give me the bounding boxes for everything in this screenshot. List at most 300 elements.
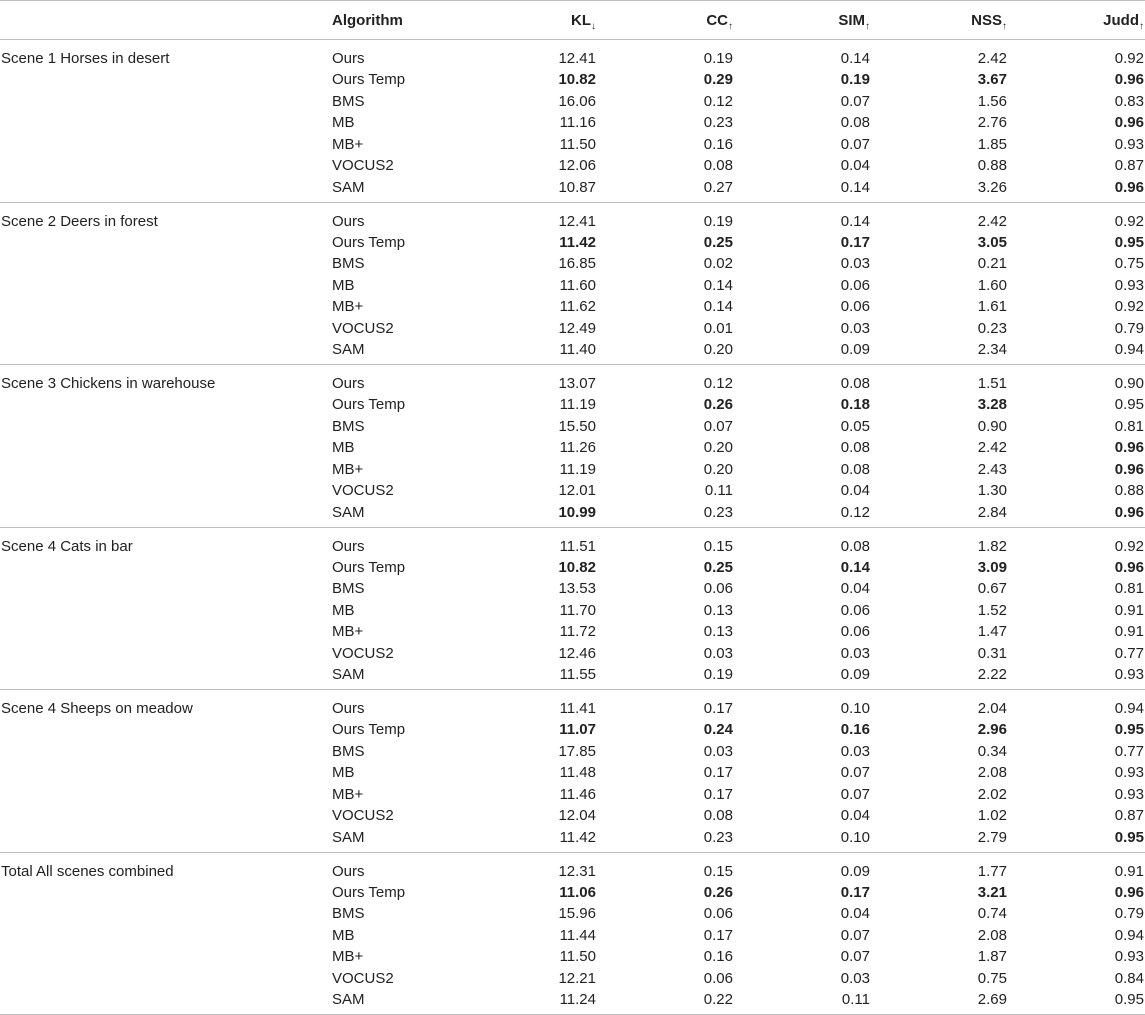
judd-cell [1008, 664, 1145, 690]
sim-value: 0.14 [840, 212, 870, 230]
table-row [0, 827, 1145, 853]
cc-value: 0.15 [703, 537, 733, 555]
kl-value: 12.06 [558, 157, 596, 174]
table-row [0, 232, 1145, 254]
kl-value: 11.19 [559, 396, 596, 413]
header-algorithm: Algorithm [330, 1, 460, 40]
sim-cell [734, 437, 871, 459]
cc-value: 0.15 [703, 862, 733, 880]
nss-cell [871, 416, 1008, 438]
cc-cell [597, 232, 734, 254]
sim-cell [734, 318, 871, 340]
kl-cell [460, 339, 597, 365]
cc-value: 0.06 [703, 905, 733, 922]
nss-value: 1.47 [977, 623, 1007, 640]
algorithm-cell: BMS [332, 905, 365, 922]
sim-value: 0.08 [840, 537, 870, 555]
judd-value: 0.91 [1114, 623, 1144, 640]
kl-cell [460, 69, 597, 91]
judd-value: 0.95 [1114, 396, 1144, 413]
sim-value: 0.17 [840, 233, 870, 251]
judd-cell [1008, 112, 1145, 134]
sim-value: 0.09 [840, 862, 870, 880]
nss-cell [871, 459, 1008, 481]
scene-label [0, 253, 330, 275]
algorithm-cell: VOCUS2 [332, 319, 394, 337]
cc-value: 0.19 [703, 212, 733, 230]
kl-value: 11.62 [559, 298, 596, 315]
scene-label: Scene 1 Horses in desert [1, 50, 170, 67]
cc-value: 0.07 [703, 417, 733, 435]
algorithm-cell: BMS [332, 92, 365, 110]
sim-cell [734, 690, 871, 720]
nss-value: 2.42 [977, 212, 1007, 230]
algorithm-cell: Ours [332, 212, 365, 230]
cc-value: 0.23 [703, 114, 733, 131]
kl-value: 16.85 [558, 255, 596, 272]
kl-cell [460, 784, 597, 806]
algorithm-cell: MB [332, 439, 355, 456]
scene-label [0, 91, 330, 113]
algorithm-cell: Ours Temp [332, 233, 406, 251]
cc-cell [597, 155, 734, 177]
nss-value: 2.69 [977, 991, 1007, 1008]
kl-value: 11.06 [559, 883, 596, 901]
kl-value: 11.50 [559, 948, 596, 965]
cc-value: 0.19 [703, 50, 733, 67]
sim-value: 0.14 [840, 558, 870, 576]
judd-value: 0.91 [1114, 601, 1144, 619]
nss-cell [871, 925, 1008, 947]
sim-cell [734, 664, 871, 690]
cc-cell [597, 946, 734, 968]
kl-cell [460, 177, 597, 203]
scene-label [0, 719, 330, 741]
judd-value: 0.93 [1114, 135, 1144, 153]
nss-value: 2.42 [977, 439, 1007, 456]
sim-cell [734, 502, 871, 528]
kl-value: 12.31 [558, 862, 596, 880]
kl-cell [460, 557, 597, 579]
judd-value: 0.81 [1114, 417, 1144, 435]
scene-label [0, 134, 330, 156]
judd-value: 0.96 [1114, 558, 1144, 576]
judd-cell [1008, 882, 1145, 904]
cc-value: 0.17 [703, 785, 733, 803]
algorithm-cell: VOCUS2 [332, 644, 394, 662]
table-row [0, 69, 1145, 91]
judd-cell [1008, 69, 1145, 91]
sim-cell [734, 40, 871, 70]
sim-value: 0.03 [840, 644, 870, 662]
kl-value: 17.85 [558, 742, 596, 760]
table-row [0, 365, 1145, 395]
nss-cell [871, 112, 1008, 134]
judd-cell [1008, 643, 1145, 665]
table-row [0, 741, 1145, 763]
scene-label: Scene 4 Sheeps on meadow [1, 700, 193, 717]
sim-cell [734, 805, 871, 827]
algorithm-cell: MB+ [332, 948, 364, 965]
kl-value: 10.99 [558, 503, 596, 521]
algorithm-cell: BMS [332, 417, 365, 435]
cc-cell [597, 91, 734, 113]
kl-value: 11.42 [559, 233, 596, 251]
cc-value: 0.03 [703, 644, 733, 662]
judd-cell [1008, 946, 1145, 968]
judd-cell [1008, 318, 1145, 340]
table-row [0, 946, 1145, 968]
kl-value: 11.70 [559, 601, 596, 619]
kl-cell [460, 502, 597, 528]
kl-cell [460, 416, 597, 438]
table-row [0, 527, 1145, 557]
judd-value: 0.93 [1114, 764, 1144, 781]
algorithm-cell: VOCUS2 [332, 969, 394, 987]
judd-value: 0.75 [1114, 255, 1144, 272]
nss-value: 2.42 [977, 50, 1007, 67]
judd-cell [1008, 155, 1145, 177]
sim-cell [734, 882, 871, 904]
sim-value: 0.16 [840, 721, 870, 738]
table-row [0, 578, 1145, 600]
header-row [0, 1, 1145, 40]
cc-cell [597, 480, 734, 502]
algorithm-cell: VOCUS2 [332, 482, 394, 499]
scene-label [0, 339, 330, 365]
algorithm-cell: MB [332, 764, 355, 781]
cc-value: 0.25 [703, 558, 733, 576]
kl-cell [460, 852, 597, 882]
header-kl-label: KL [571, 11, 591, 29]
sim-cell [734, 112, 871, 134]
judd-value: 0.88 [1114, 482, 1144, 499]
cc-cell [597, 202, 734, 232]
kl-value: 11.42 [559, 828, 596, 846]
cc-cell [597, 719, 734, 741]
judd-cell [1008, 91, 1145, 113]
sim-cell [734, 946, 871, 968]
judd-cell [1008, 600, 1145, 622]
kl-cell [460, 40, 597, 70]
sim-value: 0.06 [840, 623, 870, 640]
kl-value: 12.46 [558, 644, 596, 662]
cc-value: 0.19 [703, 666, 733, 683]
sim-cell [734, 527, 871, 557]
header-cc-arrow: ↑ [728, 20, 733, 32]
nss-cell [871, 643, 1008, 665]
sim-cell [734, 232, 871, 254]
algorithm-cell: Ours [332, 50, 365, 67]
judd-cell [1008, 741, 1145, 763]
kl-cell [460, 202, 597, 232]
nss-value: 2.08 [977, 926, 1007, 944]
scene-label [0, 480, 330, 502]
cc-value: 0.11 [704, 482, 733, 499]
judd-cell [1008, 40, 1145, 70]
nss-value: 0.23 [977, 319, 1007, 337]
nss-cell [871, 946, 1008, 968]
sim-value: 0.04 [840, 807, 870, 824]
judd-value: 0.93 [1114, 785, 1144, 803]
cc-cell [597, 784, 734, 806]
cc-value: 0.26 [703, 396, 733, 413]
table-row [0, 557, 1145, 579]
sim-cell [734, 202, 871, 232]
algorithm-cell: Ours [332, 375, 365, 392]
judd-cell [1008, 394, 1145, 416]
judd-cell [1008, 762, 1145, 784]
table-row [0, 394, 1145, 416]
table-row [0, 112, 1145, 134]
sim-value: 0.04 [840, 905, 870, 922]
table-row [0, 253, 1145, 275]
sim-value: 0.06 [840, 276, 870, 294]
judd-cell [1008, 852, 1145, 882]
scene-label [0, 69, 330, 91]
cc-cell [597, 903, 734, 925]
algorithm-cell: MB+ [332, 298, 364, 315]
sim-cell [734, 177, 871, 203]
sim-cell [734, 578, 871, 600]
nss-cell [871, 882, 1008, 904]
kl-cell [460, 762, 597, 784]
header-nss-label: NSS [971, 11, 1002, 29]
cc-cell [597, 112, 734, 134]
kl-value: 11.51 [559, 537, 596, 555]
cc-cell [597, 416, 734, 438]
cc-cell [597, 741, 734, 763]
algorithm-cell: Ours Temp [332, 721, 406, 738]
nss-cell [871, 40, 1008, 70]
table-row [0, 643, 1145, 665]
header-sim-arrow: ↑ [865, 20, 870, 32]
kl-value: 11.19 [559, 460, 596, 478]
nss-value: 2.79 [977, 828, 1007, 846]
kl-cell [460, 155, 597, 177]
algorithm-cell: SAM [330, 989, 460, 1015]
header-kl [460, 1, 597, 40]
scene-label [0, 296, 330, 318]
sim-value: 0.08 [840, 439, 870, 456]
cc-cell [597, 527, 734, 557]
nss-value: 1.85 [977, 135, 1007, 153]
cc-value: 0.06 [703, 580, 733, 597]
kl-cell [460, 882, 597, 904]
algorithm-cell: MB+ [332, 623, 364, 640]
nss-value: 3.26 [977, 178, 1007, 196]
kl-cell [460, 805, 597, 827]
nss-cell [871, 202, 1008, 232]
sim-value: 0.07 [840, 785, 870, 803]
algorithm-cell: VOCUS2 [332, 807, 394, 824]
judd-cell [1008, 578, 1145, 600]
sim-value: 0.09 [840, 666, 870, 683]
judd-cell [1008, 232, 1145, 254]
cc-value: 0.16 [703, 948, 733, 965]
sim-cell [734, 339, 871, 365]
nss-cell [871, 318, 1008, 340]
judd-value: 0.96 [1114, 503, 1144, 521]
judd-value: 0.96 [1114, 883, 1144, 901]
kl-cell [460, 275, 597, 297]
kl-cell [460, 719, 597, 741]
cc-cell [597, 459, 734, 481]
nss-value: 0.67 [977, 580, 1007, 597]
sim-value: 0.07 [840, 92, 870, 110]
table-row [0, 416, 1145, 438]
cc-cell [597, 621, 734, 643]
judd-cell [1008, 719, 1145, 741]
nss-cell [871, 762, 1008, 784]
scene-label: Scene 4 Cats in bar [1, 537, 133, 555]
sim-value: 0.03 [840, 319, 870, 337]
kl-value: 12.41 [558, 50, 596, 67]
sim-value: 0.08 [840, 114, 870, 131]
scene-label [0, 177, 330, 203]
table-row [0, 296, 1145, 318]
judd-value: 0.96 [1114, 439, 1144, 456]
cc-cell [597, 827, 734, 853]
algorithm-cell: MB [332, 276, 355, 294]
nss-cell [871, 296, 1008, 318]
nss-value: 3.28 [977, 396, 1007, 413]
nss-cell [871, 365, 1008, 395]
kl-value: 11.60 [559, 276, 596, 294]
scene-label: Scene 2 Deers in forest [1, 212, 158, 230]
nss-value: 2.43 [977, 460, 1007, 478]
kl-cell [460, 232, 597, 254]
table-row [0, 690, 1145, 720]
nss-cell [871, 664, 1008, 690]
header-sim [734, 1, 871, 40]
judd-value: 0.96 [1114, 178, 1144, 196]
kl-cell [460, 664, 597, 690]
judd-value: 0.93 [1114, 666, 1144, 683]
table-row [0, 621, 1145, 643]
header-nss [871, 1, 1008, 40]
judd-value: 0.91 [1114, 862, 1144, 880]
nss-value: 0.90 [977, 417, 1007, 435]
sim-cell [734, 394, 871, 416]
nss-cell [871, 232, 1008, 254]
sim-value: 0.04 [840, 580, 870, 597]
kl-value: 11.50 [559, 135, 596, 153]
nss-cell [871, 480, 1008, 502]
judd-value: 0.92 [1114, 212, 1144, 230]
sim-cell [734, 459, 871, 481]
algorithm-cell: MB [332, 926, 355, 944]
scene-label [0, 416, 330, 438]
nss-value: 0.31 [977, 644, 1007, 662]
scene-label [0, 643, 330, 665]
nss-value: 0.88 [977, 157, 1007, 174]
scene-label [0, 502, 330, 528]
judd-cell [1008, 459, 1145, 481]
kl-cell [460, 600, 597, 622]
judd-value: 0.87 [1114, 157, 1144, 174]
cc-cell [597, 502, 734, 528]
kl-value: 15.50 [558, 417, 596, 435]
nss-value: 1.52 [977, 601, 1007, 619]
sim-cell [734, 296, 871, 318]
scene-label [0, 968, 330, 990]
algorithm-cell: SAM [330, 827, 460, 853]
sim-value: 0.09 [840, 341, 870, 358]
header-nss-arrow: ↑ [1002, 20, 1007, 32]
nss-cell [871, 805, 1008, 827]
judd-cell [1008, 339, 1145, 365]
cc-cell [597, 557, 734, 579]
table-row [0, 91, 1145, 113]
sim-value: 0.03 [840, 969, 870, 987]
table-row [0, 318, 1145, 340]
kl-cell [460, 946, 597, 968]
table-row [0, 459, 1145, 481]
header-sim-label: SIM [838, 11, 865, 29]
cc-value: 0.20 [703, 460, 733, 478]
kl-value: 15.96 [558, 905, 596, 922]
cc-cell [597, 437, 734, 459]
sim-value: 0.12 [840, 503, 870, 521]
nss-value: 2.08 [977, 764, 1007, 781]
nss-value: 2.34 [977, 341, 1007, 358]
sim-cell [734, 762, 871, 784]
cc-value: 0.17 [703, 764, 733, 781]
kl-cell [460, 827, 597, 853]
kl-cell [460, 365, 597, 395]
nss-value: 0.21 [977, 255, 1007, 272]
table-row [0, 903, 1145, 925]
judd-value: 0.94 [1114, 926, 1144, 944]
cc-value: 0.08 [703, 807, 733, 824]
sim-cell [734, 134, 871, 156]
nss-value: 0.34 [977, 742, 1007, 760]
sim-cell [734, 852, 871, 882]
sim-value: 0.04 [840, 157, 870, 174]
scene-label: Total All scenes combined [1, 862, 174, 880]
nss-value: 2.76 [977, 114, 1007, 131]
kl-value: 11.41 [559, 700, 596, 717]
kl-value: 12.49 [558, 319, 596, 337]
kl-value: 16.06 [558, 92, 596, 110]
judd-value: 0.96 [1114, 114, 1144, 131]
cc-cell [597, 643, 734, 665]
header-kl-arrow: ↓ [591, 20, 596, 32]
nss-value: 1.87 [977, 948, 1007, 965]
scene-label [0, 827, 330, 853]
kl-cell [460, 437, 597, 459]
kl-cell [460, 134, 597, 156]
kl-value: 11.26 [559, 439, 596, 456]
kl-cell [460, 91, 597, 113]
nss-value: 3.21 [977, 883, 1007, 901]
kl-cell [460, 903, 597, 925]
nss-cell [871, 155, 1008, 177]
kl-cell [460, 112, 597, 134]
nss-value: 1.60 [977, 276, 1007, 294]
nss-cell [871, 394, 1008, 416]
sim-cell [734, 557, 871, 579]
scene-label [0, 600, 330, 622]
table-row [0, 502, 1145, 528]
judd-value: 0.90 [1114, 375, 1144, 392]
cc-value: 0.23 [703, 503, 733, 521]
header-judd-arrow: ↑ [1139, 20, 1144, 32]
nss-cell [871, 437, 1008, 459]
kl-value: 11.46 [559, 785, 596, 803]
judd-cell [1008, 296, 1145, 318]
